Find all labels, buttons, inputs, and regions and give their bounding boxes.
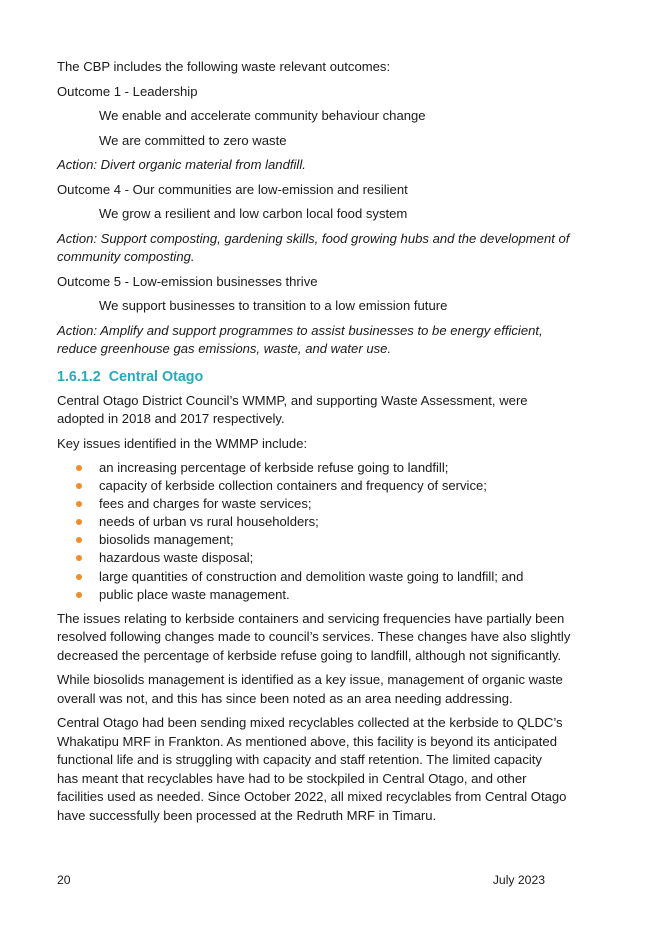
section-paragraph-3 <box>57 671 577 708</box>
outcome-1-title: Outcome 1 - Leadership <box>57 83 198 99</box>
list-item: capacity of kerbside collection containers and frequency of service; <box>57 477 577 495</box>
list-item: biosolids management; <box>57 531 577 549</box>
outcome-5-item-1: We support businesses to transition to a low emission future <box>99 298 448 313</box>
list-item: an increasing percentage of kerbside refuse going to landfill; <box>57 459 577 477</box>
bullet-icon <box>76 592 82 598</box>
footer-date: July 2023 <box>492 873 545 887</box>
list-item: hazardous waste disposal; <box>57 549 577 567</box>
outcome-4-action-line-1: Action: Support composting, gardening skills, food growing hubs and the development of <box>57 230 570 246</box>
section-paragraph-1 <box>57 392 577 429</box>
section-number: 1.6.1.2 <box>57 368 101 385</box>
outcome-4-action-line-2: community composting. <box>57 249 195 264</box>
section-paragraph-2 <box>57 610 577 666</box>
para3-line: overall was not, and this has since been noted as an area needing addressing. <box>57 690 513 706</box>
list-item: public place waste management. <box>57 586 577 604</box>
para1-line: Central Otago District Council’s WMMP, and supporting Waste Assessment, were <box>57 392 528 408</box>
list-item: large quantities of construction and demolition waste going to landfill; and <box>57 568 577 586</box>
outcome-1-item-1: We enable and accelerate community behaviour change <box>99 108 426 123</box>
para4-line: Central Otago had been sending mixed recyclables collected at the kerbside to QLDC’s <box>57 715 563 731</box>
page-content <box>57 58 577 825</box>
bullet-icon <box>76 501 82 507</box>
para4-line: have successfully been processed at the Redruth MRF in Timaru. <box>57 807 437 823</box>
page-number: 20 <box>57 873 71 887</box>
outcome-5-action-line-1: Action: Amplify and support programmes to assist businesses to be energy efficient, <box>57 322 543 338</box>
cbp-intro: The CBP includes the following waste relevant outcomes: <box>57 59 391 74</box>
list-item: fees and charges for waste services; <box>57 495 577 513</box>
key-issues-list <box>57 459 577 604</box>
bullet-icon <box>76 465 82 471</box>
para4-line: has meant that recyclables have had to be stockpiled in Central Otago, and other <box>57 770 527 786</box>
para2-line: The issues relating to kerbside containers and servicing frequencies have partially been <box>57 610 565 626</box>
bullet-icon <box>76 519 82 525</box>
outcome-1-action: Action: Divert organic material from landfill. <box>57 157 306 172</box>
para2-line: decreased the percentage of kerbside refuse going to landfill, although not significantly. <box>57 647 562 663</box>
outcome-5-action-line-2: reduce greenhouse gas emissions, waste, and water use. <box>57 341 392 356</box>
bullet-icon <box>76 555 82 561</box>
para1-line: adopted in 2018 and 2017 respectively. <box>57 411 285 426</box>
para2-line: resolved following changes made to council’s services. These changes have also slightly <box>57 629 571 645</box>
para4-line: facilities used as needed. Since October 2022, all mixed recyclables from Central Otago <box>57 789 567 805</box>
section-heading <box>57 367 577 387</box>
key-issues-intro: Key issues identified in the WMMP include: <box>57 435 308 451</box>
outcome-1-item-2: We are committed to zero waste <box>99 132 287 148</box>
outcome-5-title: Outcome 5 - Low-emission businesses thrive <box>57 273 318 289</box>
outcome-4-action <box>57 230 577 267</box>
outcome-4-title: Outcome 4 - Our communities are low-emission and resilient <box>57 181 408 197</box>
bullet-icon <box>76 483 82 489</box>
bullet-icon <box>76 574 82 580</box>
para4-line: functional life and is struggling with capacity and staff retention. The limited capacity <box>57 752 542 768</box>
bullet-icon <box>76 537 82 543</box>
para4-line: Whakatipu MRF in Frankton. As mentioned above, this facility is beyond its anticipated <box>57 733 557 749</box>
outcome-4-item-1: We grow a resilient and low carbon local food system <box>99 206 408 221</box>
list-item: needs of urban vs rural householders; <box>57 513 577 531</box>
outcome-5-action <box>57 322 577 359</box>
para3-line: While biosolids management is identified as a key issue, management of organic waste <box>57 672 563 688</box>
section-title: Central Otago <box>108 368 204 385</box>
section-paragraph-4 <box>57 714 577 825</box>
